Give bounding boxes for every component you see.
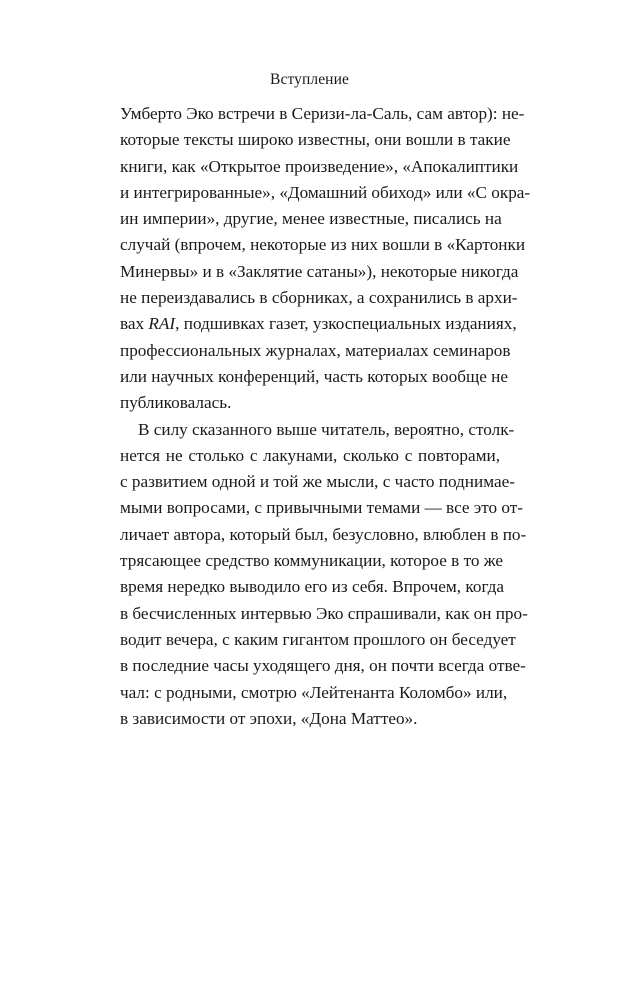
text-line: публиковалась. [120, 393, 232, 413]
text-fragment: , подшивках газет, узкоспециальных изданиях, [175, 314, 517, 334]
text-line: книги, как «Открытое произведение», «Апокалиптики [120, 156, 519, 176]
text-line: не переиздавались в сборниках, а сохранились в архи- [120, 288, 518, 308]
italic-abbreviation: RAI [148, 314, 176, 334]
text-line: и интегрированные», «Домашний обиход» или «С окра- [120, 182, 531, 202]
text-line: которые тексты широко известны, они вошли в такие [120, 130, 511, 150]
paragraph-1 [120, 101, 531, 417]
text-line: нется не столько с лакунами, сколько с повторами, [120, 445, 500, 465]
body-text [120, 101, 531, 732]
text-line: Умберто Эко встречи в Серизи-ла-Саль, сам автор): не- [120, 104, 525, 123]
paragraph-2 [120, 417, 528, 733]
text-line: водит вечера, с каким гигантом прошлого он беседует [120, 629, 516, 649]
text-line: ин империи», другие, менее известные, писались на [120, 209, 502, 229]
text-line: случай (впрочем, некоторые из них вошли в «Картонки [120, 235, 526, 255]
text-fragment: вах [120, 314, 149, 334]
text-line: мыми вопросами, с привычными темами — все это от- [120, 498, 523, 518]
text-line: личает автора, который был, безусловно, влюблен в по- [120, 524, 527, 544]
text-line: в зависимости от эпохи, «Дона Маттео». [120, 708, 418, 728]
text-line: чал: с родными, смотрю «Лейтенанта Коломбо» или, [120, 682, 508, 702]
text-line: трясающее средство коммуникации, которое в то же [120, 551, 504, 571]
text-line-with-italic [120, 311, 517, 337]
text-line: время нередко выводило его из себя. Впрочем, когда [120, 577, 505, 597]
text-line: В силу сказанного выше читатель, вероятно, столк- [138, 419, 515, 439]
text-line: с развитием одной и той же мысли, с часто поднимае- [120, 472, 515, 492]
running-head: Вступление [270, 71, 349, 88]
text-line: профессиональных журналах, материалах семинаров [120, 340, 511, 360]
text-line: Минервы» и в «Заклятие сатаны»), некоторые никогда [120, 261, 519, 281]
text-line: в бесчисленных интервью Эко спрашивали, как он про- [120, 603, 528, 623]
text-line: в последние часы уходящего дня, он почти всегда отве- [120, 656, 526, 676]
text-line: или научных конференций, часть которых вообще не [120, 366, 508, 386]
